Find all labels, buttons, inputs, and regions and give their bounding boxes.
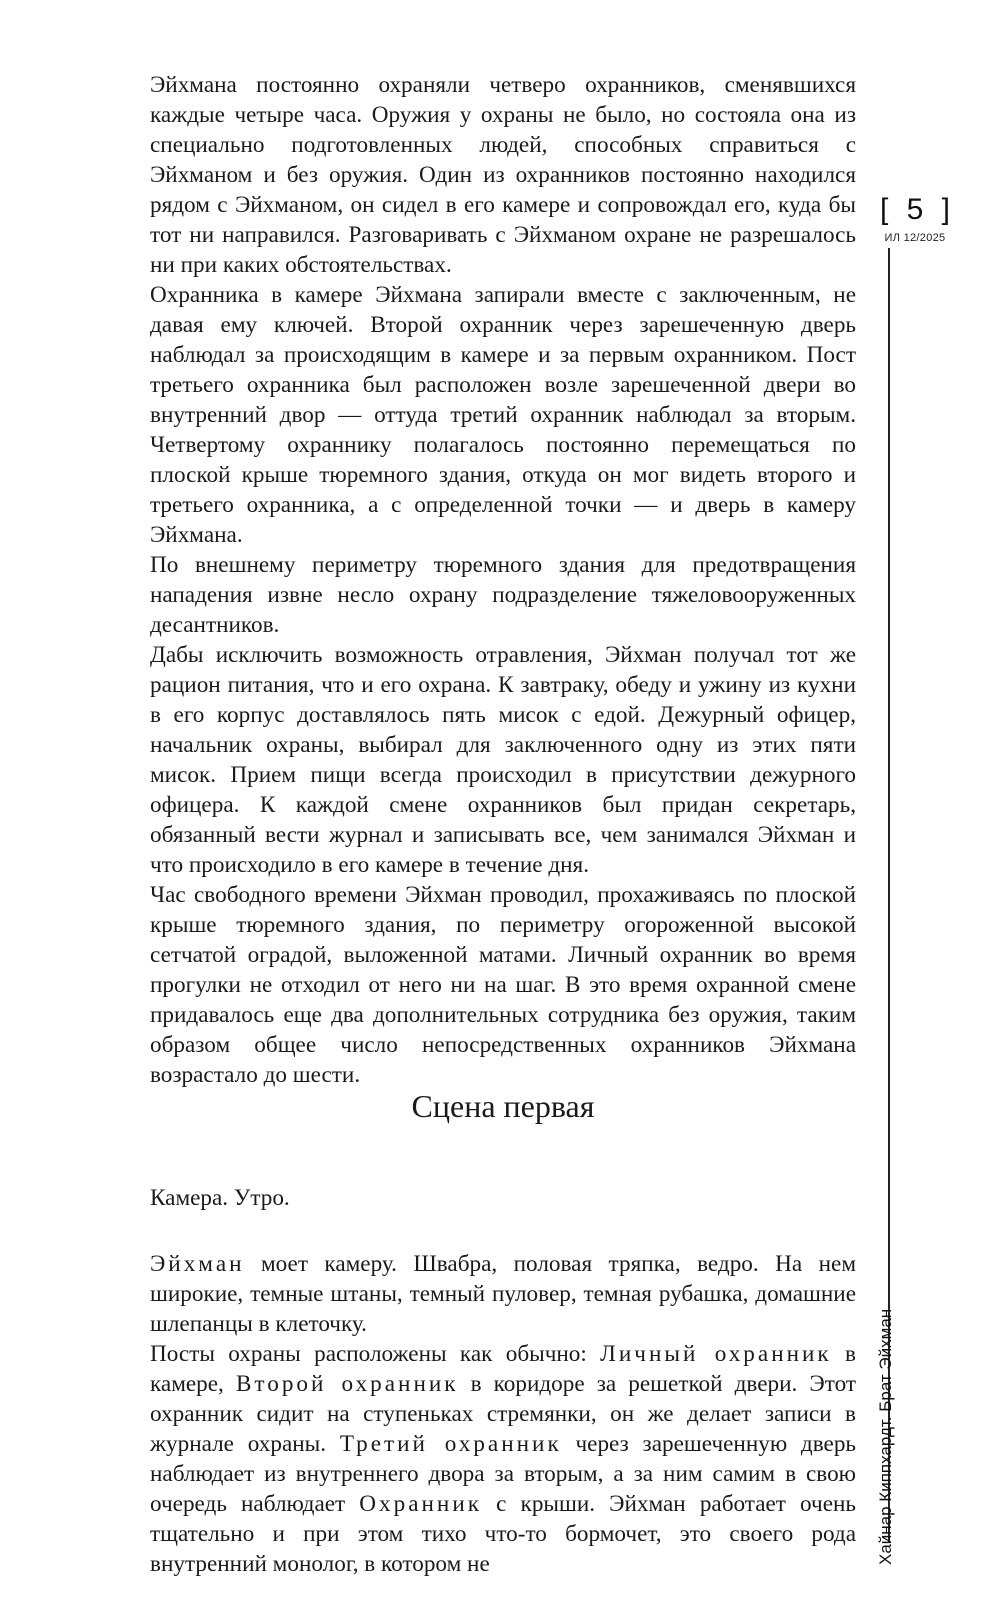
character-name: Охранник bbox=[359, 1491, 483, 1517]
bracket-open: [ bbox=[880, 193, 889, 226]
character-name: Третий охранник bbox=[339, 1431, 562, 1457]
intro-paragraph: Эйхмана постоянно охраняли четверо охранников, сменявшихся каждые четыре часа. Оружия у охраны не было, но состояла она из специально подготовленных людей, способных справиться с Эйхманом и без оружия. Один из охранников постоянно находился рядом с Эйхманом, он сидел в его камере и сопровождал его, куда бы тот ни направился. Разговаривать с Эйхманом охране не разрешалось ни при каких обстоятельствах. bbox=[150, 72, 856, 278]
intro-paragraph: Охранника в камере Эйхмана запирали вместе с заключенным, не давая ему ключей. Второй охранник через зарешеченную дверь наблюдал за происходящим в камере и за первым охранником. Пост третьего охранника был расположен возле зарешеченной двери во внутренний двор — оттуда третий охранник наблюдал за вторым. Четвертому охраннику полагалось постоянно перемещаться по плоской крыше тюремного здания, откуда он мог видеть второго и третьего охранника, а с определенной точки — и дверь в камеру Эйхмана. bbox=[150, 282, 856, 548]
stage-text: через зарешеченную дверь наблюдает из внутреннего двора за вторым, а за ним самим в свою очередь наблюдает bbox=[150, 1431, 856, 1517]
intro-paragraph: По внешнему периметру тюремного здания для предотвращения нападения извне несло охрану подразделение тяжеловооруженных десантников. bbox=[150, 552, 856, 638]
intro-paragraph: Дабы исключить возможность отравления, Эйхман получал тот же рацион питания, что и его охрана. К завтраку, обеду и ужину из кухни в его корпус доставлялось пять мисок с едой. Дежурный офицер, начальник охраны, выбирал для заключенного одну из этих пяти мисок. Прием пищи всегда происходил в присутствии дежурного офицера. К каждой смене охранников был придан секретарь, обязанный вести журнал и записывать все, чем занимался Эйхман и что происходило в его камере в течение дня. bbox=[150, 642, 856, 878]
character-name: Эйхман bbox=[150, 1251, 245, 1277]
stage-paragraph bbox=[150, 1249, 856, 1339]
stage-text: в камере, bbox=[150, 1341, 856, 1397]
intro-paragraph: Час свободного времени Эйхман проводил, прохаживаясь по плоской крыше тюремного здания, по периметру огороженной высокой сетчатой оградой, выложенной матами. Личный охранник во время прогулки не отходил от него ни на шаг. В это время охранной смене придавалось еще два дополнительных сотрудника без оружия, таким образом общее число непосредственных охранников Эйхмана возрастало до шести. bbox=[150, 882, 856, 1088]
scene-heading: Сцена первая bbox=[411, 1088, 595, 1124]
character-name: Личный охранник bbox=[600, 1341, 832, 1367]
page-marker bbox=[880, 192, 950, 244]
stage-paragraph bbox=[150, 1339, 856, 1579]
running-head: Хайнар Киппхардт. Брат Эйхман bbox=[876, 1308, 895, 1565]
scene-setting: Камера. Утро. bbox=[150, 1185, 290, 1211]
page-number-value: 5 bbox=[906, 193, 924, 226]
character-name: Второй охранник bbox=[235, 1371, 459, 1397]
stage-directions bbox=[150, 1249, 856, 1579]
stage-text: Посты охраны расположены как обычно: bbox=[150, 1341, 601, 1367]
intro-text-block bbox=[150, 70, 856, 1090]
page-number bbox=[880, 192, 950, 228]
issue-label: ИЛ 12/2025 bbox=[884, 232, 946, 244]
bracket-close: ] bbox=[941, 193, 950, 226]
stage-text: моет камеру. Швабра, половая тряпка, ведро. На нем широкие, темные штаны, темный пуловер, темная рубашка, домашние шлепанцы в клеточку. bbox=[150, 1251, 856, 1337]
stage-text: в коридоре за решеткой двери. Этот охранник сидит на ступеньках стремянки, он же делает записи в журнале охраны. bbox=[150, 1371, 856, 1457]
stage-text: с крыши. Эйхман работает очень тщательно и при этом тихо что-то бормочет, это своего рода внутренний монолог, в котором не bbox=[150, 1491, 856, 1577]
